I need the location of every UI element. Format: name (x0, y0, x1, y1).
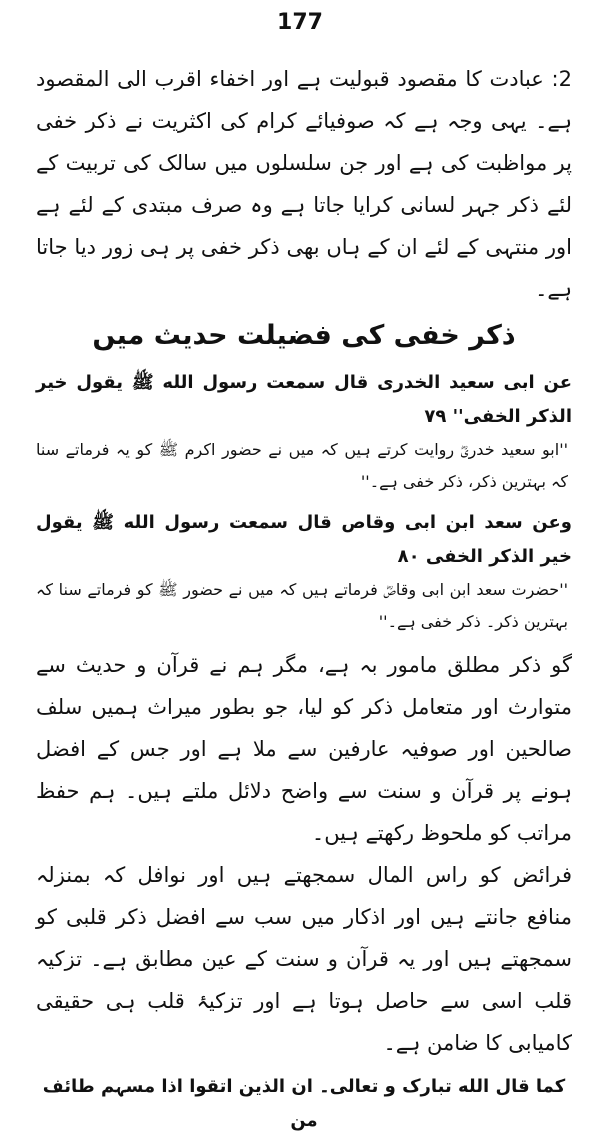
page-content (36, 58, 572, 1138)
hadith-1-arabic: عن ابی سعید الخدری قال سمعت رسول الله ﷺ یقول خیر الذکر الخفی'' ٧٩ (36, 372, 572, 427)
paragraph-3: فرائض کو راس المال سمجھتے ہیں اور نوافل کہ بمنزلہ منافع جانتے ہیں اور اذکار میں سب سے افضل ذکر قلبی کو سمجھتے ہیں اور یہ قرآن و سنت کے عین مطابق ہے۔ تزکیہ قلب اسی سے حاصل ہوتا ہے اور تزکیۂ قلب ہی حقیقی کامیابی کا ضامن ہے۔ (36, 863, 572, 1055)
hadith-2-translation: ''حضرت سعد ابن ابی وقاصؓ فرماتے ہیں کہ میں نے حضور ﷺ کو فرماتے سنا کہ بہترین ذکر۔ ذکر خفی ہے۔'' (36, 580, 568, 631)
section-heading: ذکر خفی کی فضیلت حدیث میں (92, 320, 516, 351)
hadith-2-arabic: وعن سعد ابن ابی وقاص قال سمعت رسول الله ﷺ یقول خیر الذکر الخفی ٨٠ (36, 512, 572, 567)
page-number: 177 (277, 10, 323, 35)
paragraph-1: 2: عبادت کا مقصود قبولیت ہے اور اخفاء اقرب الی المقصود ہے۔ یہی وجہ ہے کہ صوفیائے کرام کی اکثریت نے ذکر خفی پر مواظبت کی ہے اور جن سلسلوں میں سالک کی تربیت کے لئے ذکر جہر لسانی کرایا جاتا ہے وہ صرف مبتدی کے لئے ہے اور منتہی کے لئے ان کے ہاں بھی ذکر خفی پر ہی زور دیا جاتا ہے۔ (36, 67, 572, 301)
footer-quote: کما قال الله تبارک و تعالی۔ ان الذین اتقوا اذا مسہم طائف من (42, 1076, 566, 1131)
paragraph-2: گو ذکر مطلق مامور بہ ہے، مگر ہم نے قرآن و حدیث سے متوارث اور متعامل ذکر کو لیا، جو بطور میراث ہمیں سلف صالحین اور صوفیہ عارفین سے ملا ہے اور جس کے افضل ہونے پر قرآن و سنت سے واضح دلائل ملتے ہیں۔ ہم حفظ مراتب کو ملحوظ رکھتے ہیں۔ (36, 653, 572, 845)
hadith-1-translation: ''ابو سعید خدریؓ روایت کرتے ہیں کہ میں نے حضور اکرم ﷺ کو یہ فرماتے سنا کہ بہترین ذکر، ذکر خفی ہے۔'' (36, 440, 568, 491)
